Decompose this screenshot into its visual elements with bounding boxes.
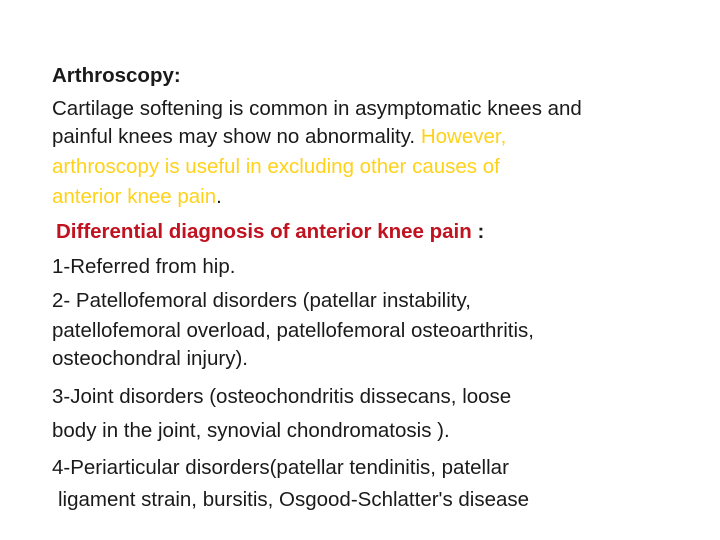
para1-period: .: [216, 185, 222, 208]
item-4-line2: ligament strain, bursitis, Osgood-Schlatter's disease: [58, 488, 530, 511]
para1-highlight-however: However,: [420, 125, 507, 148]
item-2-line1: 2- Patellofemoral disorders (patellar instability,: [52, 289, 471, 312]
item-3-line1: 3-Joint disorders (osteochondritis dissecans, loose: [52, 385, 512, 408]
differential-heading: [56, 219, 484, 245]
differential-colon: :: [471, 220, 485, 243]
item-4-line1: 4-Periarticular disorders(patellar tendinitis, patellar: [52, 456, 509, 479]
para1-line4: [52, 184, 222, 210]
item-2-line2: patellofemoral overload, patellofemoral osteoarthritis,: [52, 319, 535, 342]
para1-line1: Cartilage softening is common in asymptomatic knees and: [52, 97, 582, 120]
para1-line2-text: painful knees may show no abnormality.: [52, 125, 421, 148]
para1-highlight-pain: anterior knee pain: [52, 185, 217, 208]
para1-line3: arthroscopy is useful in excluding other causes of: [52, 155, 500, 178]
para1-line2: [52, 124, 506, 150]
item-2-line3: osteochondral injury).: [52, 347, 248, 370]
heading: Arthroscopy:: [52, 64, 181, 87]
item-1: 1-Referred from hip.: [52, 255, 236, 278]
item-3-line2: body in the joint, synovial chondromatosis ).: [52, 419, 450, 442]
differential-title: Differential diagnosis of anterior knee pain: [56, 220, 472, 243]
